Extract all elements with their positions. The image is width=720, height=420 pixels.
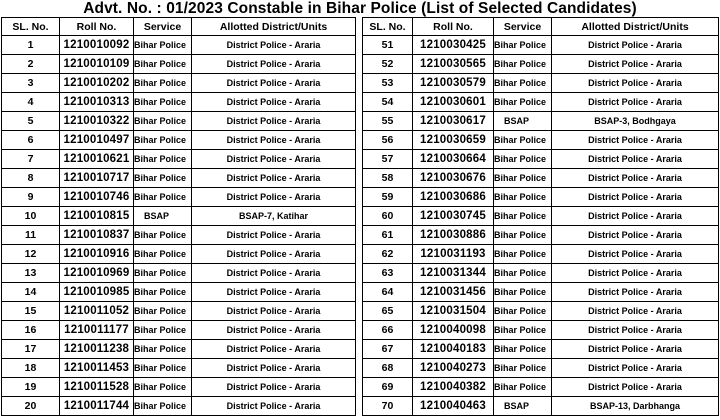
cell-sl-no: 20 bbox=[2, 397, 60, 416]
cell-service: BSAP bbox=[494, 112, 552, 131]
table-row bbox=[2, 245, 356, 264]
cell-allotted-unit: District Police - Araria bbox=[552, 207, 719, 226]
header-service: Service bbox=[134, 18, 192, 36]
cell-roll-no: 1210010717 bbox=[60, 169, 134, 188]
cell-roll-no: 1210030601 bbox=[413, 93, 494, 112]
cell-roll-no: 1210030745 bbox=[413, 207, 494, 226]
cell-service: Bihar Police bbox=[134, 397, 192, 416]
cell-service: Bihar Police bbox=[494, 207, 552, 226]
table-row bbox=[2, 378, 356, 397]
cell-sl-no: 68 bbox=[363, 359, 413, 378]
cell-allotted-unit: District Police - Araria bbox=[552, 150, 719, 169]
cell-service: Bihar Police bbox=[134, 188, 192, 207]
table-row bbox=[2, 264, 356, 283]
cell-allotted-unit: District Police - Araria bbox=[192, 378, 356, 397]
cell-allotted-unit: District Police - Araria bbox=[552, 302, 719, 321]
cell-roll-no: 1210010985 bbox=[60, 283, 134, 302]
cell-sl-no: 61 bbox=[363, 226, 413, 245]
table-body-right bbox=[363, 36, 719, 416]
cell-sl-no: 60 bbox=[363, 207, 413, 226]
cell-sl-no: 9 bbox=[2, 188, 60, 207]
cell-allotted-unit: District Police - Araria bbox=[552, 283, 719, 302]
table-row bbox=[2, 188, 356, 207]
cell-service: Bihar Police bbox=[134, 150, 192, 169]
cell-service: Bihar Police bbox=[134, 131, 192, 150]
cell-sl-no: 55 bbox=[363, 112, 413, 131]
cell-roll-no: 1210010109 bbox=[60, 55, 134, 74]
document-title: Advt. No. : 01/2023 Constable in Bihar Police (List of Selected Candidates) bbox=[83, 0, 637, 17]
table-row bbox=[363, 321, 719, 340]
table-row bbox=[363, 226, 719, 245]
cell-allotted-unit: District Police - Araria bbox=[192, 36, 356, 55]
table-row bbox=[2, 226, 356, 245]
cell-roll-no: 1210010815 bbox=[60, 207, 134, 226]
cell-roll-no: 1210010621 bbox=[60, 150, 134, 169]
cell-roll-no: 1210011238 bbox=[60, 340, 134, 359]
cell-service: Bihar Police bbox=[134, 340, 192, 359]
table-row bbox=[363, 93, 719, 112]
cell-roll-no: 1210030676 bbox=[413, 169, 494, 188]
cell-allotted-unit: District Police - Araria bbox=[192, 226, 356, 245]
cell-roll-no: 1210010746 bbox=[60, 188, 134, 207]
cell-service: Bihar Police bbox=[494, 245, 552, 264]
cell-sl-no: 65 bbox=[363, 302, 413, 321]
cell-roll-no: 1210040098 bbox=[413, 321, 494, 340]
cell-sl-no: 54 bbox=[363, 93, 413, 112]
cell-service: BSAP bbox=[134, 207, 192, 226]
cell-service: Bihar Police bbox=[494, 226, 552, 245]
cell-allotted-unit: District Police - Araria bbox=[552, 226, 719, 245]
cell-sl-no: 4 bbox=[2, 93, 60, 112]
table-row bbox=[363, 112, 719, 131]
cell-roll-no: 1210030565 bbox=[413, 55, 494, 74]
cell-roll-no: 1210030617 bbox=[413, 112, 494, 131]
cell-sl-no: 12 bbox=[2, 245, 60, 264]
cell-service: BSAP bbox=[494, 397, 552, 416]
cell-allotted-unit: District Police - Araria bbox=[552, 188, 719, 207]
cell-roll-no: 1210031193 bbox=[413, 245, 494, 264]
cell-sl-no: 58 bbox=[363, 169, 413, 188]
cell-sl-no: 2 bbox=[2, 55, 60, 74]
cell-sl-no: 18 bbox=[2, 359, 60, 378]
cell-service: Bihar Police bbox=[134, 74, 192, 93]
cell-allotted-unit: District Police - Araria bbox=[552, 378, 719, 397]
cell-sl-no: 53 bbox=[363, 74, 413, 93]
cell-roll-no: 1210010497 bbox=[60, 131, 134, 150]
cell-service: Bihar Police bbox=[134, 321, 192, 340]
cell-allotted-unit: BSAP-7, Katihar bbox=[192, 207, 356, 226]
cell-sl-no: 59 bbox=[363, 188, 413, 207]
table-row bbox=[2, 359, 356, 378]
cell-allotted-unit: District Police - Araria bbox=[552, 36, 719, 55]
table-row bbox=[2, 55, 356, 74]
table-row bbox=[363, 378, 719, 397]
header-service: Service bbox=[494, 18, 552, 36]
cell-sl-no: 10 bbox=[2, 207, 60, 226]
cell-service: Bihar Police bbox=[134, 302, 192, 321]
cell-roll-no: 1210011744 bbox=[60, 397, 134, 416]
cell-allotted-unit: District Police - Araria bbox=[552, 169, 719, 188]
cell-allotted-unit: District Police - Araria bbox=[552, 245, 719, 264]
cell-allotted-unit: District Police - Araria bbox=[552, 359, 719, 378]
cell-service: Bihar Police bbox=[494, 340, 552, 359]
cell-sl-no: 11 bbox=[2, 226, 60, 245]
table-row bbox=[363, 188, 719, 207]
cell-sl-no: 6 bbox=[2, 131, 60, 150]
candidates-table-right bbox=[362, 17, 719, 416]
table-row bbox=[2, 36, 356, 55]
cell-allotted-unit: District Police - Araria bbox=[552, 55, 719, 74]
cell-sl-no: 62 bbox=[363, 245, 413, 264]
cell-allotted-unit: District Police - Araria bbox=[192, 74, 356, 93]
table-row bbox=[363, 283, 719, 302]
cell-service: Bihar Police bbox=[494, 359, 552, 378]
cell-roll-no: 1210031344 bbox=[413, 264, 494, 283]
table-row bbox=[2, 321, 356, 340]
cell-sl-no: 56 bbox=[363, 131, 413, 150]
cell-roll-no: 1210030686 bbox=[413, 188, 494, 207]
cell-roll-no: 1210040183 bbox=[413, 340, 494, 359]
cell-roll-no: 1210030425 bbox=[413, 36, 494, 55]
table-row bbox=[2, 150, 356, 169]
cell-allotted-unit: District Police - Araria bbox=[192, 112, 356, 131]
cell-allotted-unit: District Police - Araria bbox=[192, 245, 356, 264]
cell-roll-no: 1210040273 bbox=[413, 359, 494, 378]
cell-sl-no: 70 bbox=[363, 397, 413, 416]
cell-sl-no: 14 bbox=[2, 283, 60, 302]
table-row bbox=[363, 150, 719, 169]
cell-allotted-unit: District Police - Araria bbox=[192, 169, 356, 188]
cell-service: Bihar Police bbox=[494, 150, 552, 169]
cell-allotted-unit: BSAP-13, Darbhanga bbox=[552, 397, 719, 416]
cell-sl-no: 16 bbox=[2, 321, 60, 340]
cell-sl-no: 52 bbox=[363, 55, 413, 74]
cell-roll-no: 1210030886 bbox=[413, 226, 494, 245]
cell-sl-no: 15 bbox=[2, 302, 60, 321]
table-row bbox=[363, 397, 719, 416]
table-row bbox=[2, 397, 356, 416]
cell-service: Bihar Police bbox=[494, 321, 552, 340]
table-body-left bbox=[2, 36, 356, 416]
table-row bbox=[2, 302, 356, 321]
cell-roll-no: 1210040382 bbox=[413, 378, 494, 397]
table-header-row bbox=[2, 18, 356, 36]
cell-roll-no: 1210010916 bbox=[60, 245, 134, 264]
cell-service: Bihar Police bbox=[134, 226, 192, 245]
table-row bbox=[363, 302, 719, 321]
header-sl-no: SL. No. bbox=[2, 18, 60, 36]
cell-service: Bihar Police bbox=[494, 188, 552, 207]
cell-allotted-unit: District Police - Araria bbox=[552, 131, 719, 150]
cell-service: Bihar Police bbox=[494, 93, 552, 112]
cell-allotted-unit: District Police - Araria bbox=[192, 302, 356, 321]
cell-roll-no: 1210010313 bbox=[60, 93, 134, 112]
table-row bbox=[363, 36, 719, 55]
cell-service: Bihar Police bbox=[494, 378, 552, 397]
cell-sl-no: 64 bbox=[363, 283, 413, 302]
cell-sl-no: 5 bbox=[2, 112, 60, 131]
table-row bbox=[363, 359, 719, 378]
cell-roll-no: 1210010202 bbox=[60, 74, 134, 93]
cell-sl-no: 8 bbox=[2, 169, 60, 188]
cell-roll-no: 1210010092 bbox=[60, 36, 134, 55]
cell-roll-no: 1210031456 bbox=[413, 283, 494, 302]
table-row bbox=[363, 169, 719, 188]
cell-service: Bihar Police bbox=[494, 36, 552, 55]
cell-service: Bihar Police bbox=[134, 378, 192, 397]
cell-service: Bihar Police bbox=[494, 264, 552, 283]
cell-service: Bihar Police bbox=[134, 283, 192, 302]
candidates-table-left bbox=[1, 17, 356, 416]
cell-roll-no: 1210011052 bbox=[60, 302, 134, 321]
table-row bbox=[2, 74, 356, 93]
cell-roll-no: 1210011453 bbox=[60, 359, 134, 378]
cell-allotted-unit: District Police - Araria bbox=[192, 131, 356, 150]
cell-roll-no: 1210031504 bbox=[413, 302, 494, 321]
header-roll-no: Roll No. bbox=[413, 18, 494, 36]
cell-service: Bihar Police bbox=[494, 131, 552, 150]
cell-allotted-unit: District Police - Araria bbox=[192, 321, 356, 340]
cell-roll-no: 1210030659 bbox=[413, 131, 494, 150]
cell-roll-no: 1210011528 bbox=[60, 378, 134, 397]
cell-allotted-unit: District Police - Araria bbox=[552, 93, 719, 112]
cell-allotted-unit: District Police - Araria bbox=[552, 321, 719, 340]
cell-roll-no: 1210030664 bbox=[413, 150, 494, 169]
table-row bbox=[2, 112, 356, 131]
cell-service: Bihar Police bbox=[134, 264, 192, 283]
table-row bbox=[363, 55, 719, 74]
header-roll-no: Roll No. bbox=[60, 18, 134, 36]
cell-allotted-unit: District Police - Araria bbox=[552, 74, 719, 93]
header-allotted-unit: Allotted District/Units bbox=[192, 18, 356, 36]
cell-allotted-unit: District Police - Araria bbox=[192, 283, 356, 302]
cell-service: Bihar Police bbox=[494, 283, 552, 302]
cell-sl-no: 3 bbox=[2, 74, 60, 93]
table-row bbox=[2, 207, 356, 226]
cell-roll-no: 1210030579 bbox=[413, 74, 494, 93]
table-row bbox=[363, 340, 719, 359]
cell-sl-no: 66 bbox=[363, 321, 413, 340]
cell-service: Bihar Police bbox=[134, 93, 192, 112]
cell-sl-no: 63 bbox=[363, 264, 413, 283]
cell-allotted-unit: District Police - Araria bbox=[192, 264, 356, 283]
table-row bbox=[2, 93, 356, 112]
cell-service: Bihar Police bbox=[494, 302, 552, 321]
cell-roll-no: 1210010322 bbox=[60, 112, 134, 131]
cell-service: Bihar Police bbox=[134, 359, 192, 378]
cell-service: Bihar Police bbox=[134, 55, 192, 74]
header-sl-no: SL. No. bbox=[363, 18, 413, 36]
table-row bbox=[363, 245, 719, 264]
cell-sl-no: 7 bbox=[2, 150, 60, 169]
cell-sl-no: 1 bbox=[2, 36, 60, 55]
cell-allotted-unit: District Police - Araria bbox=[192, 397, 356, 416]
cell-allotted-unit: District Police - Araria bbox=[552, 264, 719, 283]
table-row bbox=[2, 283, 356, 302]
cell-allotted-unit: BSAP-3, Bodhgaya bbox=[552, 112, 719, 131]
cell-sl-no: 13 bbox=[2, 264, 60, 283]
cell-service: Bihar Police bbox=[494, 169, 552, 188]
table-row bbox=[2, 131, 356, 150]
cell-allotted-unit: District Police - Araria bbox=[192, 55, 356, 74]
table-row bbox=[2, 169, 356, 188]
cell-service: Bihar Police bbox=[494, 74, 552, 93]
cell-roll-no: 1210040463 bbox=[413, 397, 494, 416]
cell-service: Bihar Police bbox=[134, 169, 192, 188]
cell-roll-no: 1210011177 bbox=[60, 321, 134, 340]
cell-sl-no: 19 bbox=[2, 378, 60, 397]
cell-service: Bihar Police bbox=[134, 112, 192, 131]
table-row bbox=[363, 264, 719, 283]
table-row bbox=[363, 74, 719, 93]
cell-service: Bihar Police bbox=[134, 245, 192, 264]
table-header-row bbox=[363, 18, 719, 36]
cell-sl-no: 51 bbox=[363, 36, 413, 55]
cell-allotted-unit: District Police - Araria bbox=[192, 340, 356, 359]
cell-allotted-unit: District Police - Araria bbox=[192, 93, 356, 112]
cell-service: Bihar Police bbox=[494, 55, 552, 74]
table-row bbox=[363, 207, 719, 226]
cell-roll-no: 1210010837 bbox=[60, 226, 134, 245]
cell-roll-no: 1210010969 bbox=[60, 264, 134, 283]
cell-sl-no: 69 bbox=[363, 378, 413, 397]
cell-allotted-unit: District Police - Araria bbox=[552, 340, 719, 359]
cell-allotted-unit: District Police - Araria bbox=[192, 359, 356, 378]
table-row bbox=[363, 131, 719, 150]
cell-sl-no: 57 bbox=[363, 150, 413, 169]
cell-service: Bihar Police bbox=[134, 36, 192, 55]
cell-sl-no: 17 bbox=[2, 340, 60, 359]
cell-sl-no: 67 bbox=[363, 340, 413, 359]
cell-allotted-unit: District Police - Araria bbox=[192, 188, 356, 207]
header-allotted-unit: Allotted District/Units bbox=[552, 18, 719, 36]
table-row bbox=[2, 340, 356, 359]
cell-allotted-unit: District Police - Araria bbox=[192, 150, 356, 169]
